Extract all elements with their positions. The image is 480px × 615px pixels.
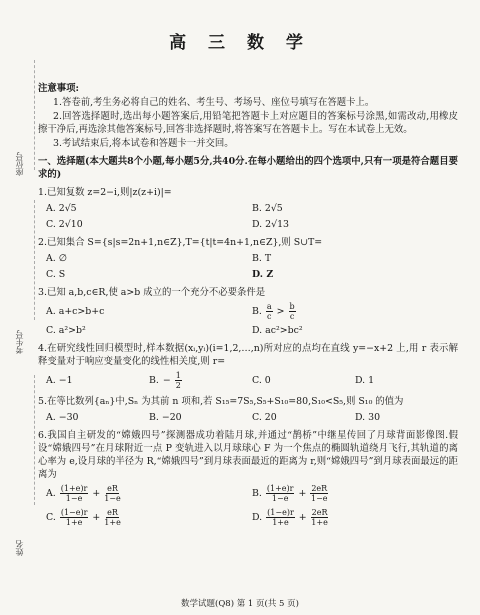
- option-a: A. −1: [46, 375, 73, 386]
- notice-item: 1.答卷前,考生务必将自己的姓名、考生号、考场号、座位号填写在答题卡上。: [53, 97, 375, 108]
- fraction-numerator: (1−e)r: [60, 508, 88, 517]
- option-letter: B.: [149, 375, 159, 386]
- option-b: B. 2√5: [252, 203, 283, 214]
- seat-label: 座位号: [15, 152, 24, 176]
- option-b: [149, 371, 252, 390]
- option-a: A. −30: [46, 412, 79, 423]
- fraction: [310, 484, 328, 503]
- page-footer: 数学试题(Q8) 第 1 页(共 5 页): [181, 599, 299, 609]
- option-letter: A.: [46, 488, 56, 499]
- fraction-numerator: b: [289, 302, 295, 311]
- fraction-denominator: 1−e: [310, 494, 328, 503]
- option-c: C. a²>b²: [46, 325, 86, 336]
- plus-sign: +: [92, 488, 101, 499]
- option-b: [252, 484, 458, 503]
- option-b: B. T: [252, 253, 272, 264]
- option-c: C. 0: [252, 375, 271, 386]
- fraction: [311, 508, 329, 527]
- exam-content: [38, 82, 458, 527]
- question-stem: 3.已知 a,b,c∈R,使 a>b 成立的一个充分不必要条件是: [38, 287, 266, 298]
- answer-options: [46, 411, 458, 424]
- answer-options: [46, 371, 458, 390]
- option-letter: C.: [46, 512, 56, 523]
- option-b: B. −20: [149, 412, 182, 423]
- fraction-numerator: eR: [107, 484, 118, 493]
- fraction-denominator: c: [289, 312, 295, 321]
- fraction-numerator: (1+e)r: [266, 484, 294, 493]
- fraction-numerator: eR: [107, 508, 118, 517]
- fraction: [266, 302, 273, 321]
- fraction-denominator: 1−e: [104, 494, 121, 503]
- option-a: A. ∅: [46, 253, 67, 264]
- question-stem: 2.已知集合 S={s|s=2n+1,n∈Z},T={t|t=4n+1,n∈Z},则 S∪T=: [38, 237, 323, 248]
- section-heading: 一、选择题(本大题共8个小题,每小题5分,共40分.在每小题给出的四个选项中,只有一项是符合题目要求的): [38, 156, 458, 180]
- option-c: C. 2√10: [46, 219, 83, 230]
- fraction: [104, 484, 121, 503]
- fraction-numerator: 2eR: [311, 484, 328, 493]
- exam-id-label: 考生号: [15, 330, 24, 354]
- fraction-denominator: 1+e: [104, 518, 121, 527]
- option-letter: D.: [252, 512, 263, 523]
- fraction: [175, 371, 182, 390]
- option-d: D. Z: [252, 269, 274, 280]
- option-a: [46, 484, 252, 503]
- option-c: C. 20: [252, 412, 277, 423]
- option-b: [252, 302, 458, 321]
- fraction-numerator: 2eR: [311, 508, 328, 517]
- notice-heading: 注意事项:: [38, 83, 79, 94]
- fraction-denominator: 2: [175, 381, 181, 390]
- fraction-denominator: c: [267, 312, 272, 321]
- name-label: 姓名: [15, 540, 24, 556]
- question-stem: 6.我国自主研发的“嫦娥四号”探测器成功着陆月球,并通过“鹊桥”中继星传回了月球背面影像图.假设“嫦娥四号”在月球附近一点 P 变轨进入以月球球心 F 为一个焦点的椭圆轨道绕月飞行,其轨道的离心率为 e,设月球的半径为 R,“嫦娥四号”到月球表面最近的距离为 r,则“嫦娥四号”到月球表面最远的距离为: [38, 430, 458, 480]
- fraction-denominator: 1+e: [272, 518, 289, 527]
- fraction: [60, 508, 89, 527]
- fraction: [266, 508, 295, 527]
- fraction-denominator: 1−e: [271, 494, 289, 503]
- fraction-numerator: (1+e)r: [60, 484, 88, 493]
- option-a: A. 2√5: [46, 203, 77, 214]
- fraction-denominator: 1+e: [311, 518, 328, 527]
- answer-options: [46, 302, 458, 337]
- binding-margin: [14, 0, 28, 615]
- answer-options: [46, 484, 458, 527]
- answer-options: [46, 202, 458, 231]
- question-stem: 5.在等比数列{aₙ}中,Sₙ 为其前 n 项和,若 S₁₅=7S₅,S₅+S₁₀=80,S₁₀<S₅,则 S₁₀ 的值为: [38, 396, 404, 407]
- option-d: D. ac²>bc²: [252, 325, 303, 336]
- option-d: D. 2√13: [252, 219, 290, 230]
- plus-sign: +: [298, 488, 307, 499]
- fraction: [289, 302, 296, 321]
- fraction-denominator: 1−e: [65, 494, 83, 503]
- fraction-numerator: a: [266, 302, 272, 311]
- question-stem: 4.在研究线性回归模型时,样本数据(xᵢ,yᵢ)(i=1,2,…,n)所对应的点均在直线 y=−x+2 上,用 r 表示解释变量对于响应变量变化的线性相关度,则 r=: [38, 343, 458, 367]
- cut-line: [34, 200, 35, 320]
- plus-sign: +: [298, 512, 307, 523]
- plus-sign: +: [92, 512, 101, 523]
- page-title: 高 三 数 学: [169, 33, 311, 53]
- fraction-denominator: 1+e: [65, 518, 83, 527]
- option-d: [252, 508, 458, 527]
- cut-line: [34, 60, 35, 170]
- fraction-numerator: 1: [175, 371, 181, 380]
- option-d: D. 30: [355, 412, 381, 423]
- option-letter: B.: [252, 488, 262, 499]
- question-stem: 1.已知复数 z=2−i,则|z(z+i)|=: [38, 187, 172, 198]
- notice-item: 2.回答选择题时,选出每小题答案后,用铅笔把答题卡上对应题目的答案标号涂黑,如需改动,用橡皮擦干净后,再选涂其他答案标号,回答非选择题时,将答案写在答题卡上。写在本试卷上无效。: [38, 111, 458, 135]
- notice-item: 3.考试结束后,将本试卷和答题卡一并交回。: [53, 138, 234, 149]
- option-a: A. a+c>b+c: [46, 306, 105, 317]
- fraction: [266, 484, 295, 503]
- option-c: [46, 508, 252, 527]
- minus-sign: −: [162, 375, 171, 386]
- fraction: [60, 484, 89, 503]
- relation-symbol: >: [276, 306, 285, 317]
- option-d: D. 1: [355, 375, 375, 386]
- answer-options: [46, 252, 458, 281]
- cut-line: [34, 375, 35, 505]
- fraction-numerator: (1−e)r: [267, 508, 294, 517]
- option-c: C. S: [46, 269, 66, 280]
- option-letter: B.: [252, 306, 262, 317]
- fraction: [104, 508, 121, 527]
